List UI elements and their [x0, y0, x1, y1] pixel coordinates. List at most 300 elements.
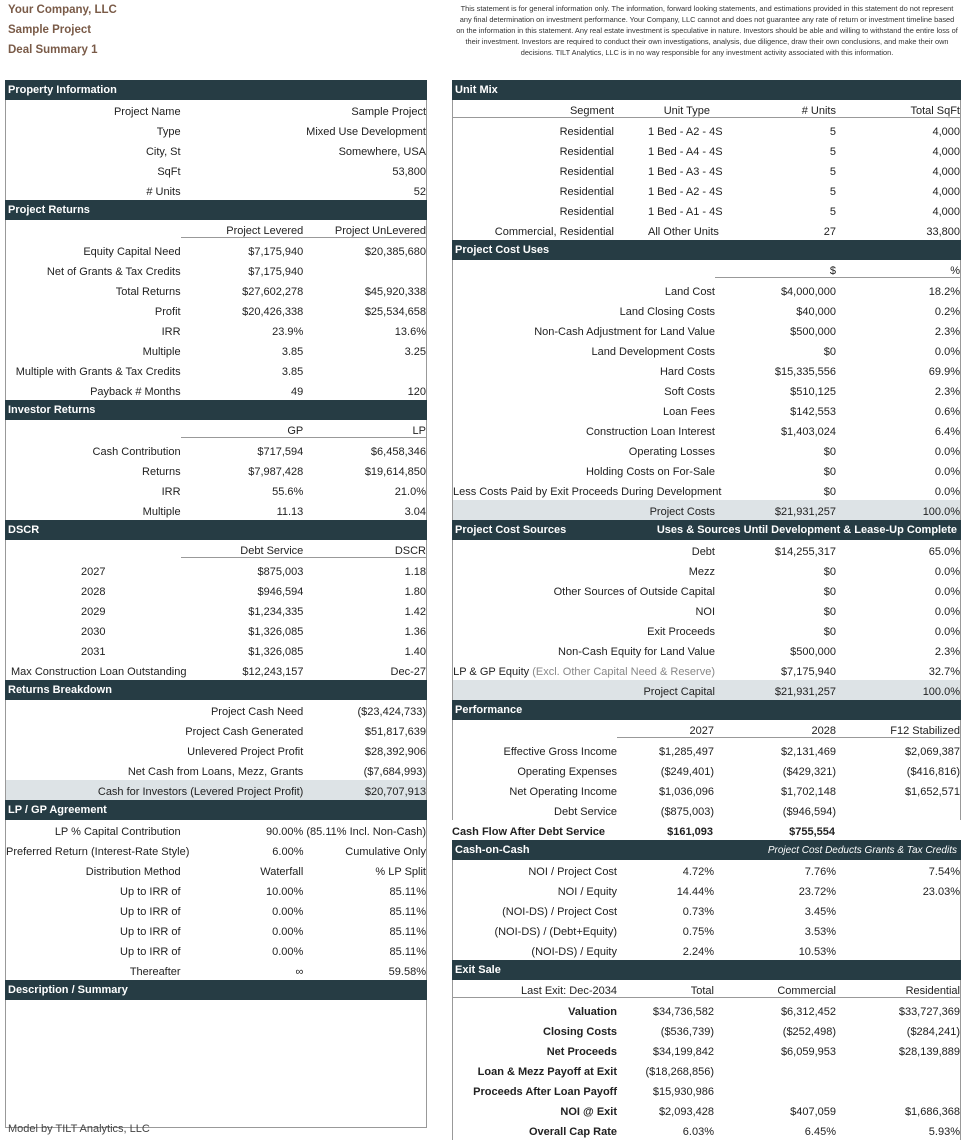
- table-row: [6, 580, 426, 600]
- cell-value: 65.0%: [928, 546, 960, 558]
- table-row: [453, 160, 960, 180]
- cell-value: Mixed Use Development: [306, 126, 426, 138]
- cell-value: $33,727,369: [898, 1006, 960, 1018]
- row-label: Less Costs Paid by Exit Proceeds During Development: [453, 486, 722, 498]
- cell-value: 3.45%: [804, 906, 836, 918]
- cell-value: 2.24%: [682, 946, 714, 958]
- row-label: Residential: [559, 166, 614, 178]
- table-row: [6, 760, 426, 780]
- section-header: Project Cost Uses: [452, 240, 961, 260]
- row-label: NOI @ Exit: [560, 1106, 617, 1118]
- table-row: [6, 180, 426, 200]
- row-label: Up to IRR of: [120, 886, 181, 898]
- table-row: [6, 140, 426, 160]
- cell-value: $0: [823, 566, 836, 578]
- cell-value: 0.00%: [272, 946, 304, 958]
- cell-value: $7,175,940: [248, 246, 304, 258]
- cell-value: 4,000: [932, 206, 960, 218]
- cell-value: 1 Bed - A1 - 4S: [648, 206, 723, 218]
- cell-value: ($252,498): [782, 1026, 836, 1038]
- section-title: Project Cost Sources: [455, 524, 567, 536]
- section-header: Exit Sale: [452, 960, 961, 980]
- row-label: NOI: [695, 606, 715, 618]
- cell-value: 5: [829, 166, 836, 178]
- cell-value: $2,093,428: [658, 1106, 714, 1118]
- row-label: Payback # Months: [90, 386, 181, 398]
- row-label: Multiple: [142, 346, 181, 358]
- table-row: [6, 100, 426, 120]
- row-label: Non-Cash Adjustment for Land Value: [534, 326, 715, 338]
- cell-value: ($536,739): [660, 1026, 714, 1038]
- cell-value: $946,594: [257, 586, 304, 598]
- table-row: [453, 540, 960, 560]
- cell-value: $27,602,278: [242, 286, 304, 298]
- cell-value: 53,800: [392, 166, 426, 178]
- table-row: [453, 340, 960, 360]
- cell-value: $500,000: [790, 646, 836, 658]
- table-row: [453, 480, 960, 500]
- table-row: [6, 380, 426, 400]
- table-row: [6, 120, 426, 140]
- section-header: Unit Mix: [452, 80, 961, 100]
- cell-value: $20,426,338: [242, 306, 304, 318]
- cell-value: 13.6%: [394, 326, 426, 338]
- table-row: [453, 220, 960, 240]
- cell-value: 1.42: [404, 606, 426, 618]
- cell-value: ($249,401): [660, 766, 714, 778]
- section-title: Cash-on-Cash: [455, 844, 530, 856]
- table-row: [453, 1080, 960, 1100]
- cell-value: Waterfall: [260, 866, 304, 878]
- table-row: [6, 480, 426, 500]
- cell-value: 3.85: [281, 346, 304, 358]
- table-row: [6, 820, 426, 840]
- table-row: [453, 640, 960, 660]
- cell-value: 1.40: [404, 646, 426, 658]
- table-row: [6, 920, 426, 940]
- row-label: Effective Gross Income: [503, 746, 617, 758]
- table-row: [6, 840, 426, 860]
- cell-value: 0.00%: [272, 906, 304, 918]
- cell-value: 1.80: [404, 586, 426, 598]
- cell-value: 23.9%: [272, 326, 304, 338]
- section-header: DSCR: [5, 520, 427, 540]
- left-column: [5, 80, 427, 1128]
- section-header: LP / GP Agreement: [5, 800, 427, 820]
- cell-value: $2,131,469: [780, 746, 836, 758]
- row-label: Cash for Investors (Levered Project Profit): [97, 786, 304, 798]
- row-label: Operating Losses: [628, 446, 715, 458]
- cell-value: 2.3%: [934, 386, 960, 398]
- cell-value: $20,707,913: [364, 786, 426, 798]
- row-label: Soft Costs: [664, 386, 715, 398]
- row-label: Exit Proceeds: [647, 626, 715, 638]
- cell-value: 0.0%: [934, 446, 960, 458]
- cell-value: 1 Bed - A4 - 4S: [648, 146, 723, 158]
- row-label: (NOI-DS) / Equity: [531, 946, 617, 958]
- cell-value: $1,686,368: [904, 1106, 960, 1118]
- cell-value: 0.0%: [934, 606, 960, 618]
- row-label: Equity Capital Need: [83, 246, 181, 258]
- column-header: Debt Service: [181, 545, 304, 558]
- row-label: Project Cash Need: [210, 706, 304, 718]
- cell-value: 1.36: [404, 626, 426, 638]
- cell-value: $0: [823, 606, 836, 618]
- table-row: [453, 420, 960, 440]
- table-row: [6, 240, 426, 260]
- table-row: [453, 580, 960, 600]
- cell-value: 32.7%: [928, 666, 960, 678]
- cell-value: $2,069,387: [904, 746, 960, 758]
- table-row: [453, 300, 960, 320]
- table-row: [453, 600, 960, 620]
- cell-value: $142,553: [790, 406, 836, 418]
- row-label: Land Cost: [664, 286, 715, 298]
- table-row: [6, 440, 426, 460]
- table-row: [6, 560, 426, 580]
- cell-value: 0.75%: [682, 926, 714, 938]
- cell-value: 3.04: [404, 506, 426, 518]
- row-label: Net Proceeds: [546, 1046, 617, 1058]
- row-label: SqFt: [157, 166, 181, 178]
- table-row: [6, 900, 426, 920]
- column-header-row: [453, 720, 960, 740]
- total-row: [453, 680, 960, 700]
- cell-value: $0: [823, 486, 836, 498]
- table-row: [6, 260, 426, 280]
- cell-value: 6.4%: [934, 426, 960, 438]
- row-label: Project Cash Generated: [185, 726, 304, 738]
- cell-value: 4,000: [932, 186, 960, 198]
- cell-value: 5: [829, 146, 836, 158]
- table-row: [453, 320, 960, 340]
- cell-value: $1,326,085: [248, 626, 304, 638]
- cell-value: 59.58%: [388, 966, 426, 978]
- cell-value: 0.73%: [682, 906, 714, 918]
- table-row: [6, 700, 426, 720]
- row-label: Net Cash from Loans, Mezz, Grants: [127, 766, 304, 778]
- column-header: Last Exit: Dec-2034: [453, 985, 617, 998]
- row-label: IRR: [161, 486, 181, 498]
- row-label: Project Capital: [643, 686, 715, 698]
- cell-value: $12,243,157: [242, 666, 304, 678]
- column-header: Total SqFt: [836, 105, 960, 118]
- cell-value: $1,285,497: [658, 746, 714, 758]
- disclaimer: This statement is for general information only. The information, forward looking statements, and estimations provided in this statement do not represent any final determination on investment performance. Your Company, LLC cannot and does not guarantee any rate of return or investment timeline based on the information in this statement. Any real estate investment is speculative in nature. Investors should be able and willing to withstand the entire loss of their investment. Investors are required to conduct their own investigations, analysis, due diligence, draw their own conclusions, and make their own decisions. TILT Analytics, LLC is in no way responsible for any investment activity associated with this information.: [456, 4, 958, 57]
- table-row: [453, 1020, 960, 1040]
- total-row: [453, 500, 960, 520]
- table-row: [453, 880, 960, 900]
- cell-value: $14,255,317: [774, 546, 836, 558]
- cell-value: 18.2%: [928, 286, 960, 298]
- cell-value: $1,036,096: [658, 786, 714, 798]
- row-label: 2029: [81, 606, 106, 618]
- cell-value: $45,920,338: [364, 286, 426, 298]
- table-row: [453, 1120, 960, 1140]
- table-row: [453, 1040, 960, 1060]
- column-header: %: [836, 265, 960, 278]
- cell-value: $0: [823, 466, 836, 478]
- column-header: Residential: [836, 985, 960, 998]
- row-label: IRR: [161, 326, 181, 338]
- project-name: Sample Project: [8, 24, 92, 36]
- row-label: Land Closing Costs: [619, 306, 715, 318]
- column-header: Project UnLevered: [303, 225, 426, 238]
- table-row: [6, 720, 426, 740]
- cell-value: 90.00%: [265, 826, 304, 838]
- cell-value: $6,458,346: [370, 446, 426, 458]
- cell-value: $510,125: [790, 386, 836, 398]
- cell-value: ∞: [295, 966, 304, 978]
- row-label: Operating Expenses: [517, 766, 617, 778]
- cell-value: $20,385,680: [364, 246, 426, 258]
- column-header: LP: [303, 425, 426, 438]
- cell-value: 3.85: [281, 366, 304, 378]
- row-label: Up to IRR of: [120, 906, 181, 918]
- table-row: [6, 960, 426, 980]
- table-row: [453, 740, 960, 760]
- table-row: [6, 340, 426, 360]
- cell-value: $25,534,658: [364, 306, 426, 318]
- cell-value: Cumulative Only: [345, 846, 426, 858]
- table-row: [453, 940, 960, 960]
- table-row: [6, 780, 426, 800]
- cell-value: $6,059,953: [780, 1046, 836, 1058]
- column-header-row: [6, 220, 426, 240]
- row-label: Land Development Costs: [591, 346, 715, 358]
- row-label: Multiple: [142, 506, 181, 518]
- cell-value: $28,392,906: [364, 746, 426, 758]
- cell-value: 3.53%: [804, 926, 836, 938]
- cell-value: 4,000: [932, 126, 960, 138]
- row-label: Up to IRR of: [120, 946, 181, 958]
- cell-value: 7.54%: [928, 866, 960, 878]
- cell-value: $7,987,428: [248, 466, 304, 478]
- row-label: Total Returns: [115, 286, 181, 298]
- cell-value: 85.11%: [389, 906, 426, 918]
- row-label: NOI / Project Cost: [528, 866, 617, 878]
- section-header: [452, 520, 961, 540]
- cell-value: $21,931,257: [774, 506, 836, 518]
- cell-value: $7,175,940: [248, 266, 304, 278]
- cell-value: All Other Units: [648, 226, 719, 238]
- cell-value: 0.00%: [272, 926, 304, 938]
- table-row: [453, 1100, 960, 1120]
- cell-value: ($18,268,856): [645, 1066, 714, 1078]
- column-header: 2028: [714, 725, 836, 738]
- right-column: [452, 80, 961, 1140]
- cell-value: 27: [823, 226, 836, 238]
- cell-value: 5.93%: [928, 1126, 960, 1138]
- table-row: [453, 1000, 960, 1020]
- row-label: Other Sources of Outside Capital: [553, 586, 715, 598]
- cell-value: $7,175,940: [780, 666, 836, 678]
- cell-value: 4,000: [932, 166, 960, 178]
- equity-row: [453, 660, 960, 680]
- row-label: Multiple with Grants & Tax Credits: [15, 366, 181, 378]
- table-row: [6, 600, 426, 620]
- cell-value: 69.9%: [928, 366, 960, 378]
- row-label: Non-Cash Equity for Land Value: [558, 646, 715, 658]
- cell-value: 6.00%: [272, 846, 304, 858]
- section-header: [452, 840, 961, 860]
- cell-value: 3.25: [404, 346, 426, 358]
- column-header-row: [453, 260, 960, 280]
- row-label: 2030: [81, 626, 106, 638]
- table-row: [6, 320, 426, 340]
- table-row: [6, 160, 426, 180]
- table-row: [453, 860, 960, 880]
- cell-value: Dec-27: [390, 666, 426, 678]
- row-label: Proceeds After Loan Payoff: [473, 1086, 617, 1098]
- column-header: $: [715, 265, 836, 278]
- cell-value: $19,614,850: [364, 466, 426, 478]
- cell-value: $15,335,556: [774, 366, 836, 378]
- cell-value: 52: [413, 186, 426, 198]
- cell-value: $1,403,024: [780, 426, 836, 438]
- cell-value: $1,702,148: [780, 786, 836, 798]
- column-header: Commercial: [714, 985, 836, 998]
- column-header: Segment: [453, 105, 614, 118]
- row-label: Up to IRR of: [120, 926, 181, 938]
- cell-value: 0.2%: [934, 306, 960, 318]
- row-label: City, St: [145, 146, 181, 158]
- company-name: Your Company, LLC: [8, 4, 117, 16]
- cell-value: 85.11%: [389, 886, 426, 898]
- cash-flow-row: [452, 820, 961, 840]
- cell-value: ($946,594): [782, 806, 836, 818]
- row-label: 2028: [81, 586, 106, 598]
- row-label: Debt: [691, 546, 715, 558]
- cell-value: 21.0%: [394, 486, 426, 498]
- row-label: Cash Contribution: [92, 446, 181, 458]
- cell-value: Somewhere, USA: [338, 146, 426, 158]
- section-subtitle: Project Cost Deducts Grants & Tax Credits: [767, 844, 957, 856]
- cell-value: $4,000,000: [780, 286, 836, 298]
- cell-value: $407,059: [790, 1106, 836, 1118]
- cell-value: ($7,684,993): [363, 766, 426, 778]
- cell-value: 0.0%: [934, 626, 960, 638]
- table-row: [453, 1060, 960, 1080]
- table-row: [6, 300, 426, 320]
- cell-value: $500,000: [790, 326, 836, 338]
- cell-value: $0: [823, 346, 836, 358]
- table-row: [453, 560, 960, 580]
- section-header: Performance: [452, 700, 961, 720]
- cell-value: 33,800: [926, 226, 960, 238]
- cell-value: 23.03%: [922, 886, 960, 898]
- cell-value: 0.0%: [934, 566, 960, 578]
- cell-value: 23.72%: [798, 886, 836, 898]
- row-label: Loan & Mezz Payoff at Exit: [477, 1066, 617, 1078]
- cell-value: 14.44%: [676, 886, 714, 898]
- row-label: # Units: [146, 186, 181, 198]
- cell-value: 1 Bed - A3 - 4S: [648, 166, 723, 178]
- cell-value: $51,817,639: [364, 726, 426, 738]
- cell-value: 85.11%: [389, 926, 426, 938]
- equity-label: LP & GP Equity: [453, 666, 530, 678]
- row-label: Distribution Method: [85, 866, 181, 878]
- table-row: [453, 400, 960, 420]
- row-label: Project Costs: [649, 506, 715, 518]
- cell-value: 0.6%: [934, 406, 960, 418]
- cell-value: ($429,321): [782, 766, 836, 778]
- table-row: [453, 200, 960, 220]
- table-row: [6, 280, 426, 300]
- row-label: LP % Capital Contribution: [54, 826, 181, 838]
- row-label: NOI / Equity: [557, 886, 617, 898]
- table-row: [6, 740, 426, 760]
- cell-value: ($284,241): [906, 1026, 960, 1038]
- row-label: Net Operating Income: [509, 786, 617, 798]
- cell-value: 1.18: [404, 566, 426, 578]
- row-label: 2031: [81, 646, 106, 658]
- row-label: Closing Costs: [543, 1026, 617, 1038]
- cell-value: $755,554: [789, 826, 835, 838]
- row-label: Residential: [559, 186, 614, 198]
- column-header: GP: [181, 425, 304, 438]
- cell-value: 100.0%: [922, 686, 960, 698]
- section-header: Description / Summary: [5, 980, 427, 1000]
- cell-value: 5: [829, 126, 836, 138]
- table-row: [453, 780, 960, 800]
- cell-value: 1 Bed - A2 - 4S: [648, 126, 723, 138]
- section-header: Property Information: [5, 80, 427, 100]
- table-row: [6, 500, 426, 520]
- row-label: Debt Service: [554, 806, 617, 818]
- report-title: Deal Summary 1: [8, 44, 98, 56]
- cell-value: 6.03%: [682, 1126, 714, 1138]
- row-label: Type: [156, 126, 181, 138]
- row-label: Thereafter: [129, 966, 181, 978]
- cell-value: 10.53%: [798, 946, 836, 958]
- cell-value: 11.13: [276, 506, 304, 518]
- cell-value: 5: [829, 186, 836, 198]
- row-label: Residential: [559, 206, 614, 218]
- cell-value: 85.11%: [389, 946, 426, 958]
- cell-value: $21,931,257: [774, 686, 836, 698]
- table-row: [453, 280, 960, 300]
- cell-value: 2.3%: [934, 326, 960, 338]
- column-header: Unit Type: [614, 105, 710, 118]
- cell-value: ($416,816): [906, 766, 960, 778]
- row-label: Holding Costs on For-Sale: [585, 466, 715, 478]
- cell-value: $34,736,582: [652, 1006, 714, 1018]
- table-row: [453, 460, 960, 480]
- row-label: Construction Loan Interest: [585, 426, 715, 438]
- column-header: 2027: [617, 725, 714, 738]
- row-label: Mezz: [688, 566, 715, 578]
- cell-value: 7.76%: [804, 866, 836, 878]
- cell-value: $15,930,986: [652, 1086, 714, 1098]
- cell-value: 100.0%: [922, 506, 960, 518]
- cell-value: 0.0%: [934, 486, 960, 498]
- table-row: [453, 140, 960, 160]
- column-header: F12 Stabilized: [836, 725, 960, 738]
- cell-value: $0: [823, 626, 836, 638]
- section-subtitle: Uses & Sources Until Development & Lease-Up Complete: [656, 524, 957, 536]
- table-row: [453, 800, 960, 820]
- table-row: [6, 880, 426, 900]
- description-body: [5, 1000, 427, 1128]
- column-header-row: [453, 980, 960, 1000]
- cell-value: 6.45%: [804, 1126, 836, 1138]
- table-row: [453, 620, 960, 640]
- cell-value: Sample Project: [351, 106, 426, 118]
- row-label: Cash Flow After Debt Service: [452, 826, 606, 838]
- column-header: Total: [617, 985, 714, 998]
- row-label: Commercial, Residential: [494, 226, 614, 238]
